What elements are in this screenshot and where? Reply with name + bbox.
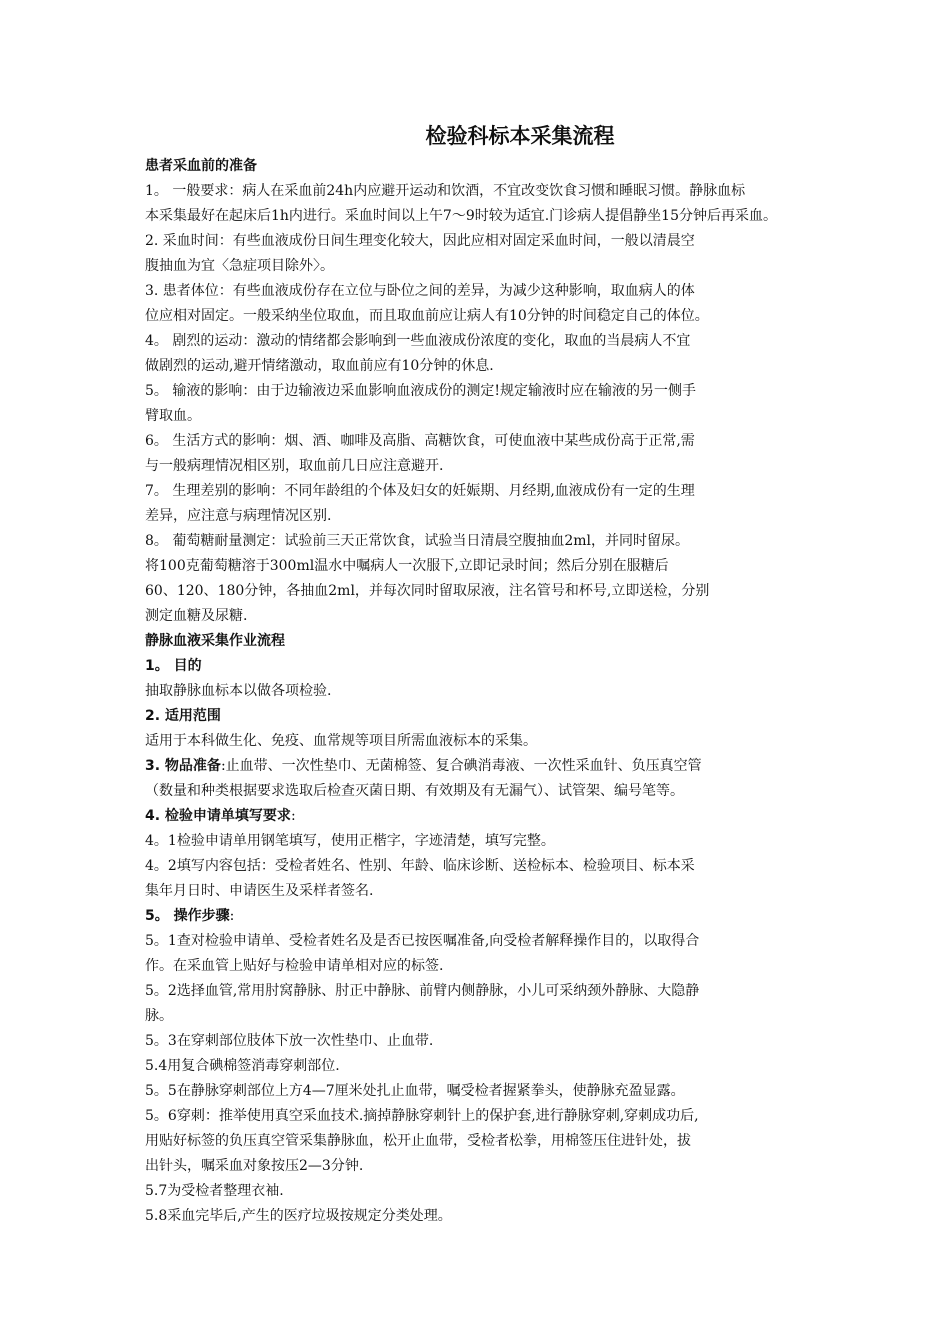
text-line: 抽取静脉血标本以做各项检验. (145, 683, 332, 699)
text-line: 2. 采血时间：有些血液成份日间生理变化较大，因此应相对固定采血时间，一般以清晨空 (145, 233, 695, 249)
heading-label: 4. 检验申请单填写要求 (145, 808, 291, 824)
text-line: 本采集最好在起床后1h内进行。采血时间以上午7～9时较为适宜.门诊病人提倡静坐15分钟后再采血。 (145, 208, 778, 224)
text-line: 6。 生活方式的影响：烟、酒、咖啡及高脂、高糖饮食，可使血液中某些成份高于正常,需 (145, 433, 695, 449)
text-line: 差异，应注意与病理情况区别. (145, 508, 332, 524)
text-line: 用贴好标签的负压真空管采集静脉血，松开止血带，受检者松拳，用棉签压住进针处，拔 (145, 1133, 691, 1149)
document-body (145, 118, 925, 1229)
text-line: 适用于本科做生化、免疫、血常规等项目所需血液标本的采集。 (145, 733, 537, 749)
section-heading-line (145, 804, 925, 829)
text-line: 60、120、180分钟，各抽血2ml，并每次同时留取尿液，注名管号和杯号,立即送检，分别 (145, 583, 710, 599)
section-heading: 1。 目的 (145, 658, 202, 674)
heading-text: : (290, 808, 296, 824)
section-heading: 2. 适用范围 (145, 708, 221, 724)
heading-label: 5。 操作步骤 (145, 908, 230, 924)
text-line: 位应相对固定。一般采纳坐位取血，而且取血前应让病人有10分钟的时间稳定自己的体位。 (145, 308, 709, 324)
text-line: 集年月日时、申请医生及采样者签名. (145, 883, 374, 899)
text-line: 脉。 (145, 1008, 173, 1024)
section-heading-line (145, 904, 925, 929)
heading-label: 3. 物品准备 (145, 758, 221, 774)
text-line: 臂取血。 (145, 408, 201, 424)
text-line: 5。 输液的影响：由于边输液边采血影响血液成份的测定!规定输液时应在输液的另一侧手 (145, 383, 696, 399)
section-heading: 患者采血前的准备 (145, 158, 257, 174)
text-line: 5.7为受检者整理衣袖. (145, 1183, 284, 1199)
text-line: 腹抽血为宜〈急症项目除外〉。 (145, 258, 334, 274)
heading-text: : (229, 908, 235, 924)
text-line: 7。 生理差别的影响：不同年龄组的个体及妇女的妊娠期、月经期,血液成份有一定的生理 (145, 483, 695, 499)
text-line: 出针头，嘱采血对象按压2—3分钟. (145, 1158, 364, 1174)
text-line: 5。6穿刺：推举使用真空采血技术.摘掉静脉穿刺针上的保护套,进行静脉穿刺,穿刺成功后, (145, 1108, 699, 1124)
text-line: 5.4用复合碘棉签消毒穿刺部位. (145, 1058, 340, 1074)
text-line: 1。 一般要求：病人在采血前24h内应避开运动和饮酒，不宜改变饮食习惯和睡眠习惯。静脉血标 (145, 183, 746, 199)
text-line: 8。 葡萄糖耐量测定：试验前三天正常饮食，试验当日清晨空腹抽血2ml，并同时留尿。 (145, 533, 690, 549)
text-line: （数量和种类根据要求选取后检查灭菌日期、有效期及有无漏气）、试管架、编号笔等。 (145, 783, 684, 799)
text-line: 5.8采血完毕后,产生的医疗垃圾按规定分类处理。 (145, 1208, 452, 1224)
text-line: 3. 患者体位：有些血液成份存在立位与卧位之间的差异，为减少这种影响，取血病人的体 (145, 283, 695, 299)
text-line: 5。5在静脉穿刺部位上方4—7厘米处扎止血带，嘱受检者握紧拳头，使静脉充盈显露。 (145, 1083, 685, 1099)
text-line: 测定血糖及尿糖. (145, 608, 248, 624)
text-line: 4。 剧烈的运动：激动的情绪都会影响到一些血液成份浓度的变化，取血的当晨病人不宜 (145, 333, 691, 349)
section-heading: 静脉血液采集作业流程 (145, 633, 285, 649)
text-line: 4。1检验申请单用钢笔填写，使用正楷字，字迹清楚，填写完整。 (145, 833, 555, 849)
text-line: 与一般病理情况相区别，取血前几日应注意避开. (145, 458, 444, 474)
text-line: 5。3在穿刺部位肢体下放一次性垫巾、止血带. (145, 1033, 434, 1049)
text-line: 将100克葡萄糖溶于300ml温水中嘱病人一次服下,立即记录时间；然后分别在服糖后 (145, 558, 669, 574)
section-heading-line (145, 754, 925, 779)
text-line: 5。2选择血管,常用肘窝静脉、肘正中静脉、前臂内侧静脉，小儿可采纳颈外静脉、大隐静 (145, 983, 700, 999)
text-line: 作。在采血管上贴好与检验申请单相对应的标签. (145, 958, 444, 974)
document-lines (145, 154, 925, 1229)
text-line: 做剧烈的运动,避开情绪激动，取血前应有10分钟的休息. (145, 358, 494, 374)
heading-text: :止血带、一次性垫巾、无菌棉签、复合碘消毒液、一次性采血针、负压真空管 (220, 758, 702, 774)
text-line: 4。2填写内容包括：受检者姓名、性别、年龄、临床诊断、送检标本、检验项目、标本采 (145, 858, 695, 874)
document-title: 检验科标本采集流程 (425, 124, 615, 148)
text-line: 5。1查对检验申请单、受检者姓名及是否已按医嘱准备,向受检者解释操作目的，以取得合 (145, 933, 700, 949)
